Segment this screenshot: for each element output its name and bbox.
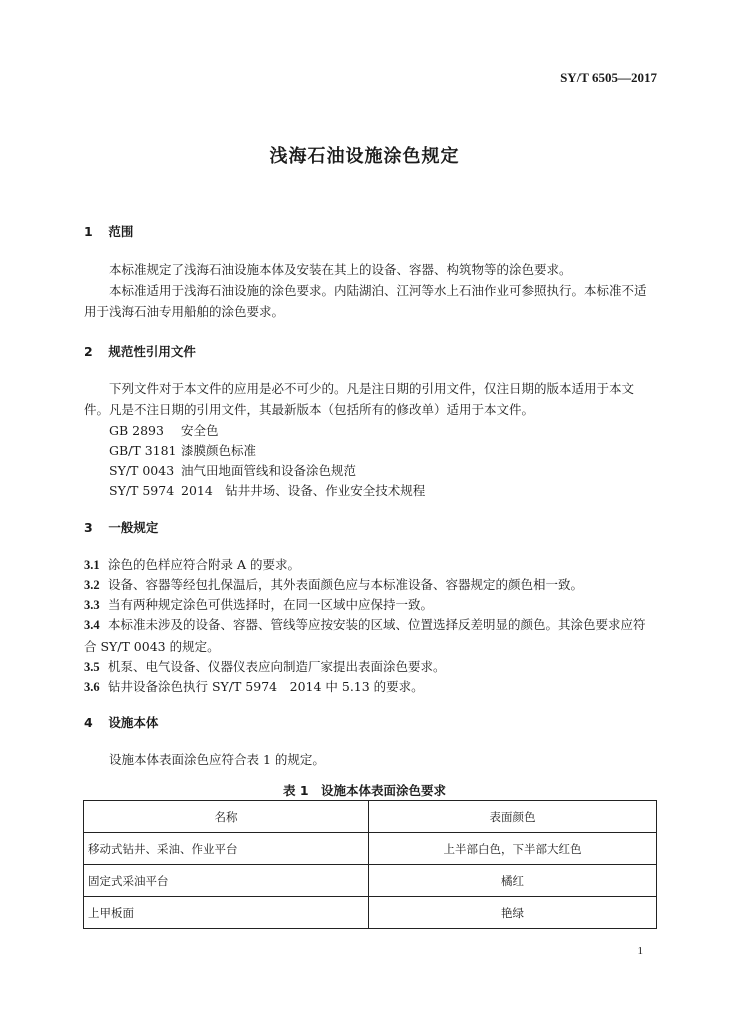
table-header-row [84, 801, 657, 833]
clause-number: 3.5 [84, 660, 100, 674]
reference-code: GB 2893 [109, 423, 164, 438]
section-title: 范围 [108, 224, 134, 239]
reference-name: 安全色 [181, 423, 219, 438]
reference-code: SY/T 5974 [109, 483, 175, 498]
clause-number: 3.2 [84, 578, 100, 592]
clause-3-3 [84, 594, 657, 616]
reference-item [109, 481, 425, 499]
clause-3-5 [84, 656, 657, 678]
section-4-heading [84, 713, 158, 731]
clause-3-4 [84, 614, 657, 657]
clause-3-2 [84, 574, 657, 596]
cell-color: 艳绿 [369, 897, 657, 929]
clause-text: 涂色的色样应符合附录 A 的要求。 [108, 557, 300, 572]
reference-code: SY/T 0043 [109, 463, 175, 478]
page-number: 1 [637, 945, 643, 957]
document-title: 浅海石油设施涂色规定 [269, 146, 460, 167]
clause-number: 3.6 [84, 680, 100, 694]
clause-text: 设备、容器等经包扎保温后，其外表面颜色应与本标准设备、容器规定的颜色相一致。 [108, 577, 584, 592]
reference-name: 2014 钻井井场、设备、作业安全技术规程 [181, 483, 426, 498]
clause-number: 3.3 [84, 598, 100, 612]
clause-number: 3.1 [84, 558, 100, 572]
table-caption: 表 1 设施本体表面涂色要求 [282, 783, 447, 798]
clause-number: 3.4 [84, 618, 100, 632]
reference-item [109, 461, 356, 479]
reference-item [109, 441, 256, 459]
reference-code: GB/T 3181 [109, 443, 177, 458]
section-1-paragraph-1: 本标准规定了浅海石油设施本体及安装在其上的设备、容器、构筑物等的涂色要求。 [109, 262, 572, 277]
table-row [84, 865, 657, 897]
section-2-heading [84, 342, 196, 360]
table-row [84, 897, 657, 929]
column-header-color: 表面颜色 [369, 801, 657, 833]
reference-item [109, 421, 219, 439]
clause-text: 机泵、电气设备、仪器仪表应向制造厂家提出表面涂色要求。 [108, 659, 446, 674]
cell-color: 上半部白色，下半部大红色 [369, 833, 657, 865]
section-1-heading [84, 222, 133, 240]
cell-name: 上甲板面 [84, 897, 369, 929]
clause-text: 钻井设备涂色执行 SY/T 5974 2014 中 5.13 的要求。 [108, 679, 424, 694]
reference-name: 漆膜颜色标准 [181, 443, 257, 458]
cell-name: 固定式采油平台 [84, 865, 369, 897]
section-1-paragraph-2: 本标准适用于浅海石油设施的涂色要求。内陆湖泊、江河等水上石油作业可参照执行。本标准不适用于浅海石油专用船舶的涂色要求。 [84, 283, 647, 319]
section-2-intro: 下列文件对于本文件的应用是必不可少的。凡是注日期的引用文件，仅注日期的版本适用于本文件。凡是不注日期的引用文件，其最新版本（包括所有的修改单）适用于本文件。 [84, 381, 635, 417]
clause-text: 当有两种规定涂色可供选择时，在同一区域中应保持一致。 [108, 597, 434, 612]
section-4-intro: 设施本体表面涂色应符合表 1 的规定。 [109, 752, 325, 767]
standard-number: SY/T 6505—2017 [560, 70, 657, 85]
column-header-name: 名称 [84, 801, 369, 833]
table-row [84, 833, 657, 865]
clause-3-1 [84, 554, 657, 576]
section-number: 3 [84, 520, 93, 535]
cell-name: 移动式钻井、采油、作业平台 [84, 833, 369, 865]
section-number: 4 [84, 715, 93, 730]
section-number: 1 [84, 224, 93, 239]
clause-text: 本标准未涉及的设备、容器、管线等应按安装的区域、位置选择反差明显的颜色。其涂色要求应符合 SY/T 0043 的规定。 [84, 617, 646, 654]
cell-color: 橘红 [369, 865, 657, 897]
reference-name: 油气田地面管线和设备涂色规范 [181, 463, 357, 478]
surface-color-table [83, 800, 657, 929]
section-title: 设施本体 [108, 715, 159, 730]
section-3-heading [84, 518, 158, 536]
clause-3-6 [84, 676, 657, 698]
section-number: 2 [84, 344, 93, 359]
section-title: 一般规定 [108, 520, 159, 535]
section-title: 规范性引用文件 [108, 344, 196, 359]
